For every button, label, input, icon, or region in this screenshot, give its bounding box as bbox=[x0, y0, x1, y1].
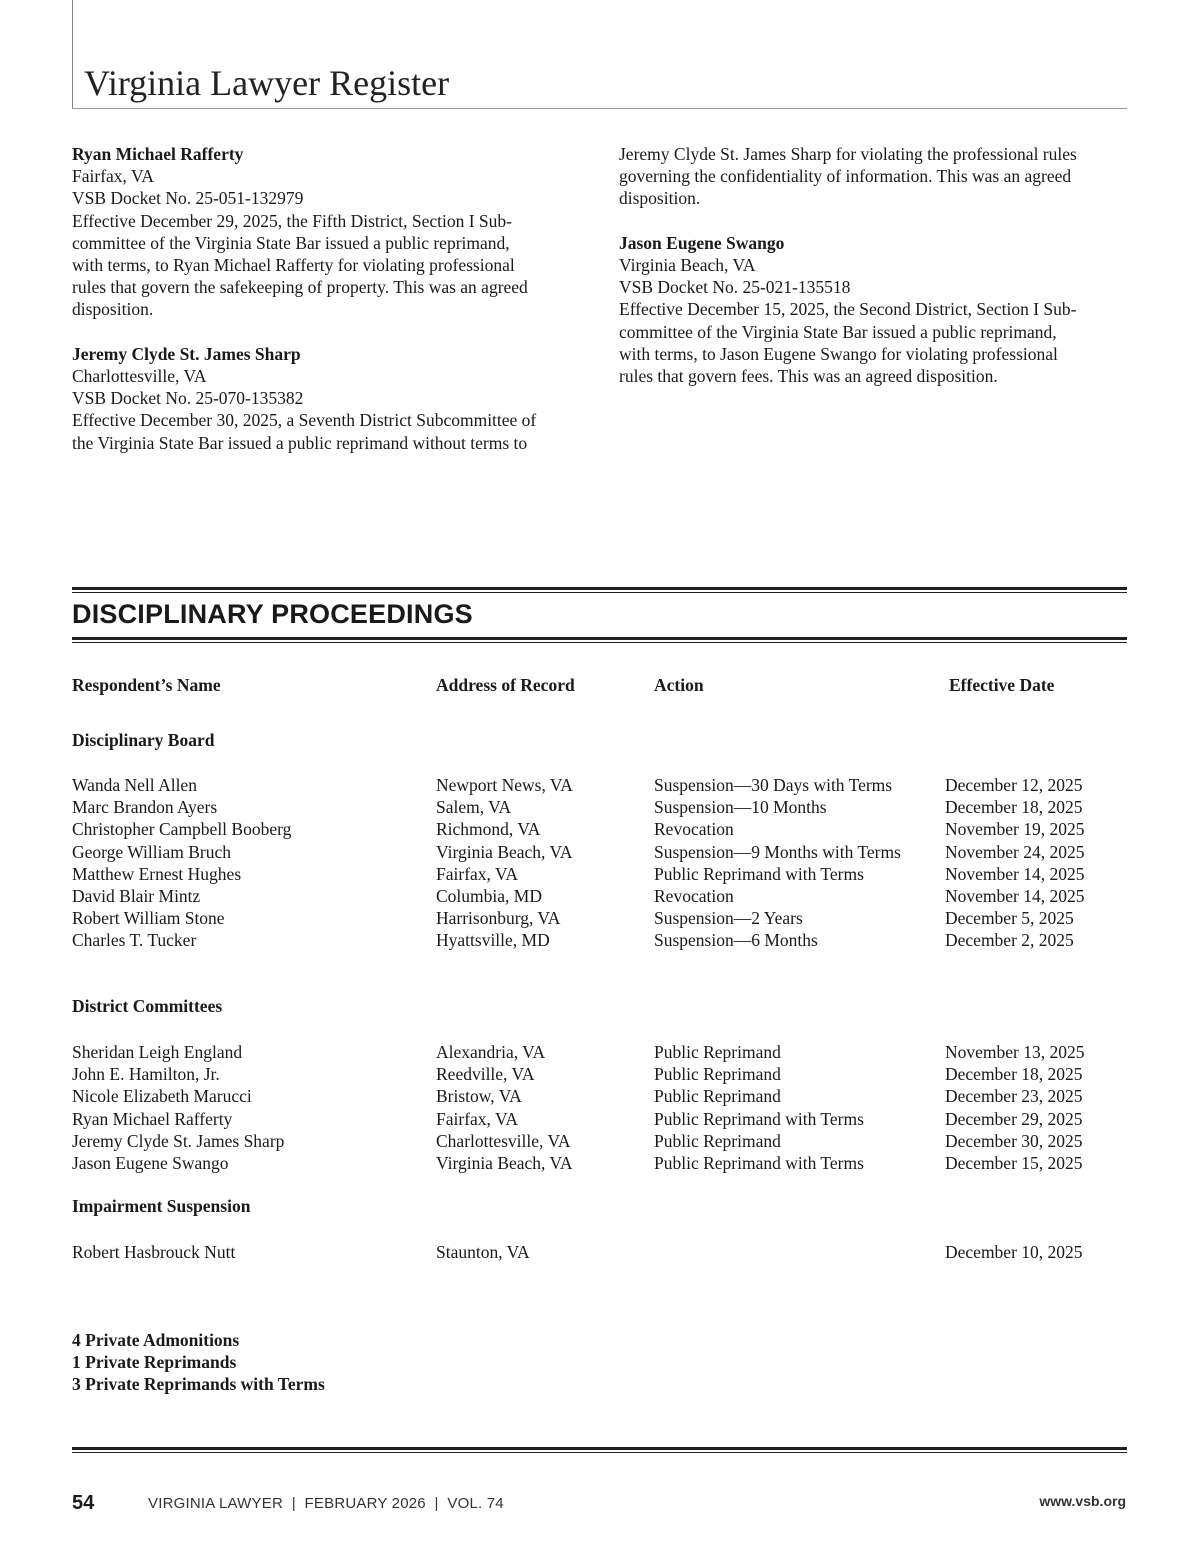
cell-name: Christopher Campbell Booberg bbox=[72, 819, 292, 840]
cell-action: Public Reprimand bbox=[654, 1130, 781, 1151]
header-rule bbox=[72, 108, 1127, 109]
table-row bbox=[72, 818, 1127, 840]
website-url[interactable]: www.vsb.org bbox=[1039, 1493, 1126, 1509]
group-label-disciplinary-board: Disciplinary Board bbox=[72, 730, 215, 750]
cell-date: December 29, 2025 bbox=[945, 1108, 1083, 1129]
article-column-left bbox=[72, 143, 572, 476]
article-line: rules that govern the safekeeping of property. This was an agreed bbox=[72, 277, 528, 298]
cell-action: Suspension—10 Months bbox=[654, 797, 827, 818]
article-line: with terms, to Ryan Michael Rafferty for violating professional bbox=[72, 255, 515, 276]
section-rule-bottom-thin bbox=[72, 642, 1127, 643]
cell-action: Public Reprimand with Terms bbox=[654, 1152, 864, 1173]
table-row bbox=[72, 1152, 1127, 1174]
cell-date: December 15, 2025 bbox=[945, 1152, 1083, 1173]
cell-date: November 24, 2025 bbox=[945, 841, 1085, 862]
article-line: committee of the Virginia State Bar issued a public reprimand, bbox=[72, 232, 510, 253]
article-line: VSB Docket No. 25-021-135518 bbox=[619, 277, 851, 298]
cell-name: Marc Brandon Ayers bbox=[72, 797, 218, 818]
cell-action: Suspension—9 Months with Terms bbox=[654, 841, 901, 862]
cell-date: November 13, 2025 bbox=[945, 1042, 1085, 1062]
article-line: VSB Docket No. 25-070-135382 bbox=[72, 388, 304, 409]
column-header-address: Address of Record bbox=[436, 675, 575, 695]
article-line: rules that govern fees. This was an agreed disposition. bbox=[619, 366, 998, 387]
cell-action: Suspension—6 Months bbox=[654, 930, 818, 951]
article-entry-continued bbox=[619, 143, 1119, 210]
cell-action: Public Reprimand bbox=[654, 1086, 781, 1107]
table-row bbox=[72, 841, 1127, 863]
article-line: Charlottesville, VA bbox=[72, 366, 207, 387]
cell-address: Richmond, VA bbox=[436, 819, 541, 840]
cell-address: Virginia Beach, VA bbox=[436, 1152, 573, 1173]
group-label-district-committees: District Committees bbox=[72, 996, 223, 1016]
article-line: VSB Docket No. 25-051-132979 bbox=[72, 188, 304, 209]
page-number: 54 bbox=[72, 1492, 95, 1514]
article-line: Effective December 29, 2025, the Fifth District, Section I Sub- bbox=[72, 210, 512, 231]
publication-info: VIRGINIA LAWYER | FEBRUARY 2026 | VOL. 74 bbox=[148, 1495, 504, 1512]
footer-rule-thick bbox=[72, 1447, 1127, 1450]
cell-name: Nicole Elizabeth Marucci bbox=[72, 1086, 252, 1107]
summary-line: 3 Private Reprimands with Terms bbox=[72, 1374, 325, 1395]
cell-address: Charlottesville, VA bbox=[436, 1130, 571, 1151]
cell-name: Wanda Nell Allen bbox=[72, 775, 197, 795]
cell-address: Staunton, VA bbox=[436, 1242, 530, 1262]
column-header-action: Action bbox=[654, 675, 704, 695]
table-row bbox=[72, 929, 1127, 951]
cell-date: November 14, 2025 bbox=[945, 885, 1085, 906]
cell-name: Sheridan Leigh England bbox=[72, 1042, 243, 1062]
cell-name: David Blair Mintz bbox=[72, 885, 201, 906]
cell-date: December 23, 2025 bbox=[945, 1086, 1083, 1107]
cell-name: Charles T. Tucker bbox=[72, 930, 197, 951]
cell-action: Suspension—30 Days with Terms bbox=[654, 775, 893, 795]
cell-address: Harrisonburg, VA bbox=[436, 908, 561, 929]
article-line: Effective December 15, 2025, the Second District, Section I Sub- bbox=[619, 299, 1077, 320]
article-line: Jeremy Clyde St. James Sharp for violating the professional rules bbox=[619, 144, 1077, 164]
cell-action: Public Reprimand with Terms bbox=[654, 1108, 864, 1129]
summary-line: 4 Private Admonitions bbox=[72, 1330, 240, 1350]
table-disciplinary-board bbox=[72, 774, 1127, 952]
cell-date: December 18, 2025 bbox=[945, 1064, 1083, 1085]
section-rule-bottom-thick bbox=[72, 637, 1127, 640]
column-header-date: Effective Date bbox=[949, 675, 1055, 695]
cell-name: Robert William Stone bbox=[72, 908, 225, 929]
cell-action: Revocation bbox=[654, 819, 734, 840]
cell-date: December 12, 2025 bbox=[945, 775, 1083, 795]
cell-date: December 5, 2025 bbox=[945, 908, 1074, 929]
cell-name: Jeremy Clyde St. James Sharp bbox=[72, 1130, 285, 1151]
section-rule-top-thin bbox=[72, 592, 1127, 593]
article-line: with terms, to Jason Eugene Swango for violating professional bbox=[619, 343, 1058, 364]
cell-date: December 30, 2025 bbox=[945, 1130, 1083, 1151]
table-row bbox=[72, 907, 1127, 929]
cell-action: Suspension—2 Years bbox=[654, 908, 803, 929]
table-row bbox=[72, 774, 1127, 796]
cell-name: Jason Eugene Swango bbox=[72, 1152, 229, 1173]
section-rule-top-thick bbox=[72, 587, 1127, 590]
table-row bbox=[72, 863, 1127, 885]
page-title: Virginia Lawyer Register bbox=[84, 63, 450, 103]
table-row bbox=[72, 1041, 1127, 1063]
article-line: governing the confidentiality of information. This was an agreed bbox=[619, 166, 1072, 187]
cell-name: Ryan Michael Rafferty bbox=[72, 1108, 233, 1129]
cell-date: December 10, 2025 bbox=[945, 1242, 1083, 1262]
article-entry bbox=[619, 232, 1119, 387]
cell-address: Reedville, VA bbox=[436, 1064, 535, 1085]
section-title: DISCIPLINARY PROCEEDINGS bbox=[72, 599, 473, 629]
cell-address: Columbia, MD bbox=[436, 885, 542, 906]
table-row bbox=[72, 1063, 1127, 1085]
cell-date: December 18, 2025 bbox=[945, 797, 1083, 818]
table-impairment-suspension bbox=[72, 1241, 1127, 1263]
article-line: disposition. bbox=[619, 188, 701, 209]
cell-address: Bristow, VA bbox=[436, 1086, 522, 1107]
cell-date: December 2, 2025 bbox=[945, 930, 1074, 951]
cell-name: John E. Hamilton, Jr. bbox=[72, 1064, 220, 1085]
cell-address: Fairfax, VA bbox=[436, 863, 518, 884]
cell-address: Fairfax, VA bbox=[436, 1108, 518, 1129]
cell-name: George William Bruch bbox=[72, 841, 232, 862]
article-line: the Virginia State Bar issued a public reprimand without terms to bbox=[72, 432, 528, 453]
table-row bbox=[72, 1108, 1127, 1130]
group-label-impairment-suspension: Impairment Suspension bbox=[72, 1196, 251, 1216]
header-vertical-rule bbox=[72, 0, 73, 109]
table-row bbox=[72, 796, 1127, 818]
cell-action: Public Reprimand bbox=[654, 1064, 781, 1085]
summary-line: 1 Private Reprimands bbox=[72, 1352, 237, 1373]
article-entry bbox=[72, 343, 572, 454]
cell-address: Alexandria, VA bbox=[436, 1042, 546, 1062]
table-row bbox=[72, 1241, 1127, 1263]
cell-date: November 19, 2025 bbox=[945, 819, 1085, 840]
table-district-committees bbox=[72, 1041, 1127, 1174]
cell-address: Virginia Beach, VA bbox=[436, 841, 573, 862]
cell-action: Public Reprimand with Terms bbox=[654, 863, 864, 884]
table-row bbox=[72, 1085, 1127, 1107]
article-line: Fairfax, VA bbox=[72, 166, 154, 187]
table-row bbox=[72, 1130, 1127, 1152]
cell-action: Public Reprimand bbox=[654, 1042, 781, 1062]
article-line: disposition. bbox=[72, 299, 154, 320]
column-header-name: Respondent’s Name bbox=[72, 675, 221, 695]
cell-name: Robert Hasbrouck Nutt bbox=[72, 1242, 236, 1262]
cell-date: November 14, 2025 bbox=[945, 863, 1085, 884]
respondent-name: Jeremy Clyde St. James Sharp bbox=[72, 343, 301, 364]
cell-address: Newport News, VA bbox=[436, 775, 573, 795]
private-discipline-summary bbox=[72, 1329, 325, 1396]
respondent-name: Ryan Michael Rafferty bbox=[72, 144, 244, 164]
article-line: committee of the Virginia State Bar issued a public reprimand, bbox=[619, 321, 1057, 342]
article-entry bbox=[72, 143, 572, 321]
article-column-right bbox=[619, 143, 1119, 409]
table-row bbox=[72, 885, 1127, 907]
footer-rule-thin bbox=[72, 1452, 1127, 1453]
cell-name: Matthew Ernest Hughes bbox=[72, 863, 242, 884]
article-line: Virginia Beach, VA bbox=[619, 255, 756, 275]
respondent-name: Jason Eugene Swango bbox=[619, 232, 785, 253]
article-line: Effective December 30, 2025, a Seventh District Subcommittee of bbox=[72, 410, 537, 431]
cell-address: Salem, VA bbox=[436, 797, 512, 818]
cell-action: Revocation bbox=[654, 885, 734, 906]
cell-address: Hyattsville, MD bbox=[436, 930, 550, 951]
